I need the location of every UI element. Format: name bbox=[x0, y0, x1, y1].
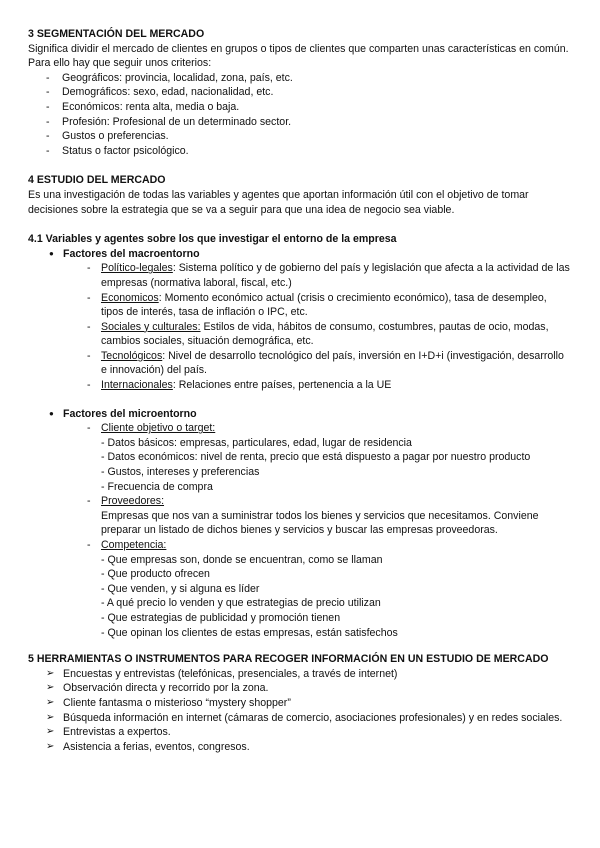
detail-line: - Que producto ofrecen bbox=[101, 568, 210, 581]
term: Competencia: bbox=[101, 539, 167, 551]
list-item: - Demográficos: sexo, edad, nacionalidad, etc. bbox=[46, 85, 572, 100]
section-variables bbox=[28, 232, 572, 640]
term: Tecnológicos bbox=[101, 349, 163, 362]
separator: : bbox=[158, 291, 162, 304]
section-segmentacion bbox=[28, 27, 572, 158]
factor-label: ● Factores del microentorno bbox=[63, 408, 197, 420]
term: Sociales y culturales: bbox=[101, 320, 201, 333]
factor-group-micro bbox=[49, 407, 572, 641]
list-item-competencia bbox=[87, 538, 572, 640]
list-item bbox=[87, 320, 572, 349]
detail-line: - Datos básicos: empresas, particulares, edad, lugar de residencia bbox=[101, 436, 412, 449]
factor-group-macro bbox=[49, 247, 572, 393]
separator: : bbox=[172, 379, 176, 392]
list-item: ➢ Encuestas y entrevistas (telefónicas, presenciales, a través de internet) bbox=[46, 667, 572, 682]
list-item: - Económicos: renta alta, media o baja. bbox=[46, 100, 572, 115]
section-intro: Significa dividir el mercado de clientes en grupos o tipos de clientes que comparten unas características en común. Para ello hay que seguir unos criterios: bbox=[28, 42, 569, 70]
section-heading: 5 HERRAMIENTAS O INSTRUMENTOS PARA RECOGER INFORMACIÓN EN UN ESTUDIO DE MERCADO bbox=[28, 653, 549, 666]
term: Economicos bbox=[101, 291, 159, 304]
detail-text: Empresas que nos van a suministrar todos los bienes y servicios que necesitamos. Conviene preparar un listado de dichos bienes y servicios y buscar las empresas proveedoras. bbox=[101, 509, 539, 537]
separator: : bbox=[172, 262, 176, 275]
list-item bbox=[87, 261, 572, 290]
factor-label: ● Factores del macroentorno bbox=[63, 248, 200, 260]
detail-line: - Que estrategias de publicidad y promoción tienen bbox=[101, 611, 341, 624]
section-heading: 4.1 Variables y agentes sobre los que investigar el entorno de la empresa bbox=[28, 233, 397, 246]
description: Nivel de desarrollo tecnológico del país, inversión en I+D+i (investigación, desarrollo e innovación) del país. bbox=[101, 349, 564, 377]
detail-line: - A qué precio lo venden y que estrategias de precio utilizan bbox=[101, 597, 381, 610]
list-item bbox=[87, 349, 572, 378]
term: Internacionales bbox=[101, 379, 173, 392]
description: Momento económico actual (crisis o crecimiento económico), tasa de desempleo, tipos de interés, tasa de inflación o IPC, etc. bbox=[101, 291, 547, 319]
micro-list bbox=[63, 421, 572, 640]
section-herramientas bbox=[28, 652, 572, 754]
factor-list bbox=[28, 247, 572, 640]
detail-line: - Frecuencia de compra bbox=[101, 480, 213, 493]
detail-line: - Que venden, y si alguna es líder bbox=[101, 582, 260, 595]
list-item: ➢ Búsqueda información en internet (cámaras de comercio, asociaciones profesionales) y en redes sociales. bbox=[46, 711, 572, 726]
list-item: - Status o factor psicológico. bbox=[46, 144, 572, 159]
term: Proveedores: bbox=[101, 495, 165, 508]
description: Sistema político y de gobierno del país y legislación que afecta a la actividad de las empresas (normativa laboral, fiscal, etc.) bbox=[101, 262, 570, 289]
section-intro: Es una investigación de todas las variables y agentes que aportan información útil con el objetivo de tomar decisiones sobre la estrategia que se va a seguir para que una idea de negocio sea viable. bbox=[28, 188, 529, 216]
list-item bbox=[87, 291, 572, 320]
detail-line: - Datos económicos: nivel de renta, precio que está dispuesto a pagar por nuestro producto bbox=[101, 451, 531, 464]
list-item: ➢ Cliente fantasma o misterioso “mystery shopper” bbox=[46, 696, 572, 711]
macro-list bbox=[63, 261, 572, 392]
detail-line: - Que empresas son, donde se encuentran, como se llaman bbox=[101, 553, 383, 566]
list-item-cliente bbox=[87, 421, 572, 494]
term: Cliente objetivo o target: bbox=[101, 422, 216, 435]
list-item-proveedores bbox=[87, 494, 572, 538]
list-item: - Gustos o preferencias. bbox=[46, 129, 572, 144]
list-item: ➢ Entrevistas a expertos. bbox=[46, 725, 572, 740]
term: Político-legales bbox=[101, 262, 173, 275]
description: Relaciones entre países, pertenencia a la UE bbox=[175, 379, 392, 392]
description: Estilos de vida, hábitos de consumo, costumbres, pautas de ocio, modas, cambios sociales, situación demográfica, etc. bbox=[101, 320, 549, 348]
list-item: - Profesión: Profesional de un determinado sector. bbox=[46, 115, 572, 130]
spacer bbox=[49, 393, 572, 407]
list-item bbox=[87, 378, 572, 393]
list-item: ➢ Asistencia a ferias, eventos, congresos. bbox=[46, 740, 572, 755]
criteria-list bbox=[28, 71, 572, 159]
section-heading: 3 SEGMENTACIÓN DEL MERCADO bbox=[28, 28, 205, 40]
list-item: - Geográficos: provincia, localidad, zona, país, etc. bbox=[46, 71, 572, 86]
detail-line: - Que opinan los clientes de estas empresas, están satisfechos bbox=[101, 626, 398, 639]
separator: : bbox=[162, 349, 166, 362]
detail-line: - Gustos, intereses y preferencias bbox=[101, 466, 260, 479]
tools-list bbox=[28, 667, 572, 755]
section-estudio bbox=[28, 173, 572, 217]
list-item: ➢ Observación directa y recorrido por la zona. bbox=[46, 681, 572, 696]
section-heading: 4 ESTUDIO DEL MERCADO bbox=[28, 174, 166, 187]
